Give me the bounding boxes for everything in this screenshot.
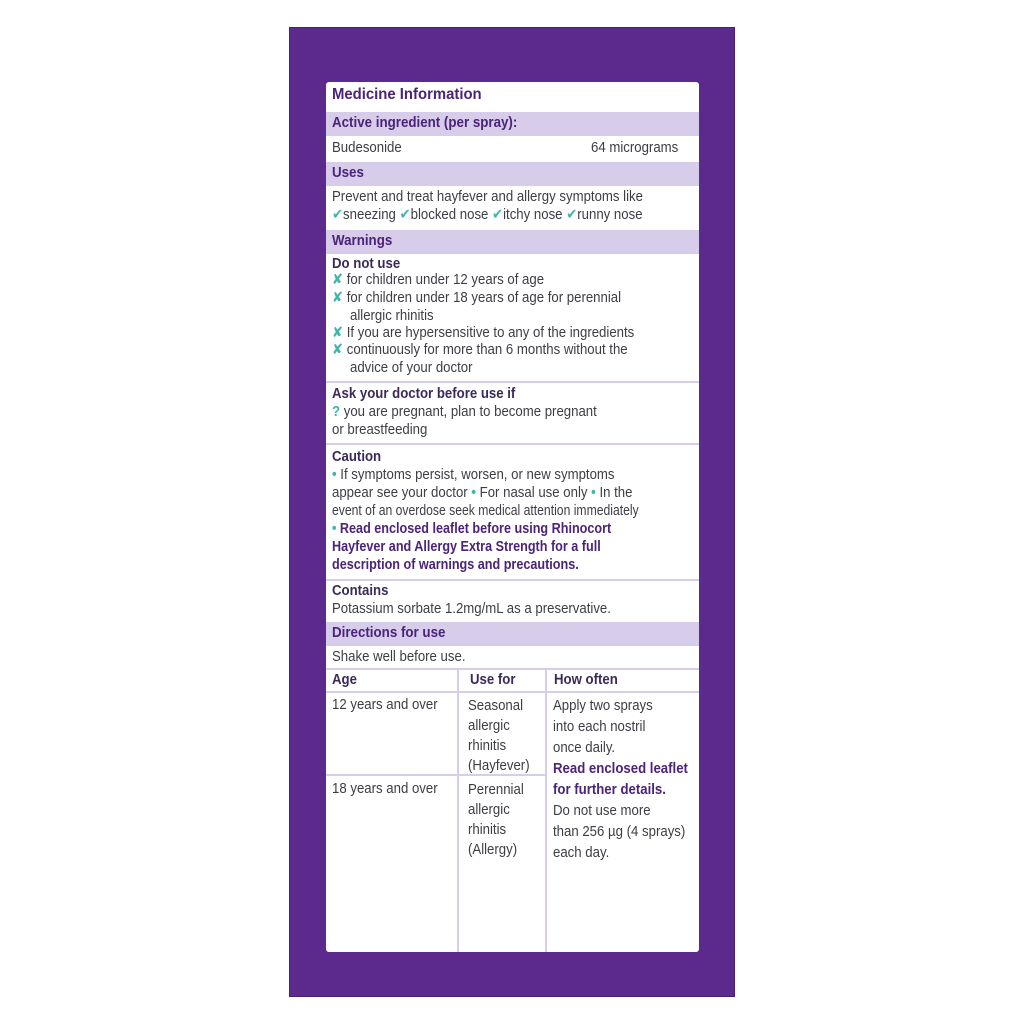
ask-doctor-heading: Ask your doctor before use if — [332, 386, 516, 402]
divider — [326, 381, 699, 383]
contains-heading: Contains — [332, 583, 389, 599]
symptom-item: blocked nose — [410, 207, 489, 223]
do-not-use-heading: Do not use — [332, 256, 401, 272]
ask-doctor-line: ? you are pregnant, plan to become pregnant — [332, 404, 597, 420]
ask-doctor-line: or breastfeeding — [332, 422, 428, 438]
table-header-border — [326, 691, 699, 693]
table-cell-age: 12 years and over — [332, 697, 438, 713]
caution-bold-line: description of warnings and precautions. — [332, 557, 579, 573]
directions-line: Shake well before use. — [332, 649, 466, 665]
active-ingredient-header: Active ingredient (per spray): — [332, 115, 518, 131]
warnings-band — [326, 230, 699, 254]
table-header-use-for: Use for — [470, 672, 516, 688]
warning-item: ✘ for children under 12 years of age — [332, 272, 545, 288]
tick-icon: ✔ — [566, 207, 578, 223]
table-header-age: Age — [332, 672, 357, 688]
ingredient-name: Budesonide — [332, 140, 402, 156]
panel-title: Medicine Information — [332, 86, 482, 103]
cross-icon: ✘ — [332, 342, 344, 358]
symptom-item: runny nose — [577, 207, 643, 223]
warnings-header: Warnings — [332, 233, 393, 249]
package-side-panel — [289, 27, 735, 997]
caution-line: • If symptoms persist, worsen, or new symptoms — [332, 467, 615, 483]
contains-line: Potassium sorbate 1.2mg/mL as a preservative. — [332, 601, 611, 617]
question-icon: ? — [332, 404, 341, 420]
active-ingredient-band — [326, 112, 699, 136]
directions-header: Directions for use — [332, 625, 446, 641]
divider — [326, 579, 699, 581]
medicine-information-panel — [326, 82, 699, 952]
warning-item-continued: allergic rhinitis — [350, 308, 434, 324]
caution-heading: Caution — [332, 449, 382, 465]
table-cell-age: 18 years and over — [332, 781, 438, 797]
warning-item-continued: advice of your doctor — [350, 360, 473, 376]
tick-icon: ✔ — [332, 207, 344, 223]
tick-icon: ✔ — [492, 207, 504, 223]
symptom-item: sneezing — [343, 207, 396, 223]
bullet-icon: • — [471, 485, 476, 501]
ingredient-amount: 64 micrograms — [591, 140, 679, 156]
warning-item: ✘ for children under 18 years of age for perennial — [332, 290, 622, 306]
caution-bold-line: Hayfever and Allergy Extra Strength for a full — [332, 539, 601, 555]
table-top-border — [326, 668, 699, 670]
caution-bold-line: • Read enclosed leaflet before using Rhinocort — [332, 521, 612, 537]
uses-band — [326, 162, 699, 186]
bullet-icon: • — [591, 485, 596, 501]
table-cell-how-often: Apply two sprays into each nostril once daily. Read enclosed leaflet for further details. Do not use more than 256 µg (4 sprays) each day. — [553, 698, 688, 861]
cross-icon: ✘ — [332, 272, 344, 288]
caution-line: appear see your doctor • For nasal use only • In the — [332, 485, 633, 501]
uses-header: Uses — [332, 165, 364, 181]
directions-band — [326, 622, 699, 646]
divider — [326, 443, 699, 445]
uses-description: Prevent and treat hayfever and allergy symptoms like — [332, 189, 643, 205]
symptom-list — [332, 206, 643, 224]
warning-item: ✘ If you are hypersensitive to any of the ingredients — [332, 325, 635, 341]
table-column-border — [545, 668, 547, 952]
bullet-icon: • — [332, 521, 337, 537]
caution-line: event of an overdose seek medical attention immediately — [332, 503, 639, 519]
cross-icon: ✘ — [332, 325, 344, 341]
warning-item: ✘ continuously for more than 6 months without the — [332, 342, 628, 358]
table-column-border — [457, 668, 459, 952]
bullet-icon: • — [332, 467, 337, 483]
tick-icon: ✔ — [399, 207, 411, 223]
table-cell-use-for: Seasonal allergic rhinitis (Hayfever) — [468, 698, 530, 774]
symptom-item: itchy nose — [503, 207, 563, 223]
cross-icon: ✘ — [332, 290, 344, 306]
table-cell-use-for: Perennial allergic rhinitis (Allergy) — [468, 782, 524, 858]
table-header-how-often: How often — [554, 672, 618, 688]
